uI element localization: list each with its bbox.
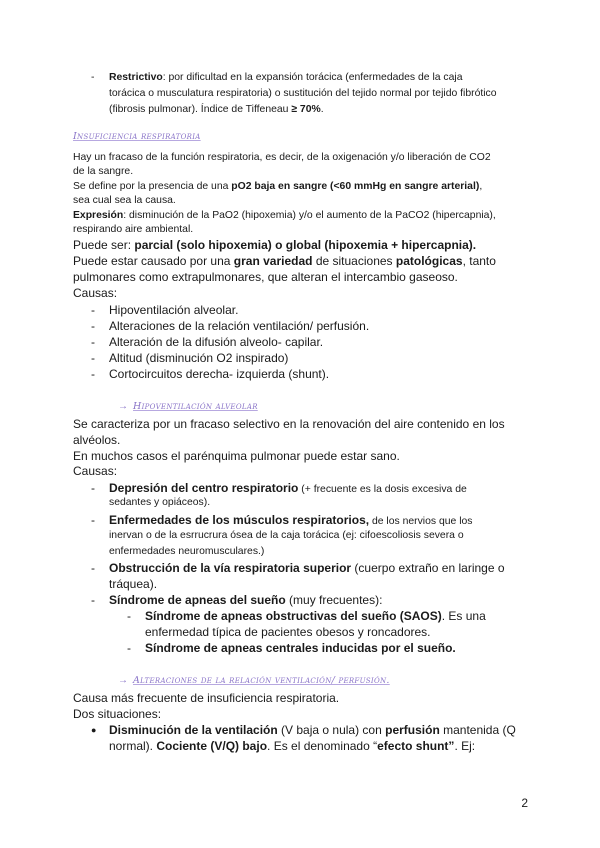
hipo-causas-label: Causas: [73,464,118,478]
sub-list-item: Síndrome de apneas obstructivas del sueño (SAOS). Es una [145,609,486,623]
list-item-continued: normal). Cociente (V/Q) bajo. Es el denominado “efecto shunt”. Ej: [109,739,476,753]
list-item-continued: enfermedades neuromusculares.) [109,546,265,557]
restrictivo-line-1: Restrictivo: por dificultad en la expansión torácica (enfermedades de la caja [109,72,463,83]
list-item: Obstrucción de la vía respiratoria superior (cuerpo extraño en laringe o [109,561,505,575]
hipo-paragraph-1b: alvéolos. [73,433,121,447]
list-dash: - [91,593,95,607]
insuf-paragraph-5b: pulmonares como extrapulmonares, que alteran el intercambio gaseoso. [73,270,458,284]
list-item: Cortocircuitos derecha- izquierda (shunt). [109,367,330,381]
insuf-paragraph-5a: Puede estar causado por una gran variedad de situaciones patológicas, tanto [73,254,496,268]
list-item-continued: sedantes y opiáceos). [109,497,211,508]
list-item: Hipoventilación alveolar. [109,303,239,317]
list-dash: - [127,641,131,655]
insuf-paragraph-2a: Se define por la presencia de una pO2 baja en sangre (<60 mmHg en sangre arterial), [73,181,483,192]
insuf-paragraph-1b: de la sangre. [73,166,134,177]
hipo-paragraph-1a: Se caracteriza por un fracaso selectivo en la renovación del aire contenido en los [73,417,505,431]
insuf-paragraph-3b: respirando aire ambiental. [73,224,194,235]
list-item: Disminución de la ventilación (V baja o nula) con perfusión mantenida (Q [109,723,516,737]
list-dash: - [91,481,95,495]
page-number: 2 [521,796,528,810]
list-item-continued: inervan o de la esrrucrura ósea de la caja torácica (ej: cifoescoliosis severa o [109,530,464,541]
list-dash: - [91,319,95,333]
insuf-paragraph-1a: Hay un fracaso de la función respiratoria, es decir, de la oxigenación y/o liberación de CO2 [73,152,491,163]
insuf-paragraph-2b: sea cual sea la causa. [73,195,176,206]
list-item: Alteración de la difusión alveolo- capilar. [109,335,324,349]
restrictivo-term: Restrictivo [109,72,163,83]
list-dash: - [91,72,95,83]
list-dash: - [127,609,131,623]
restrictivo-line-2: torácica o musculatura respiratoria) o sustitución del tejido normal por tejido fibrótico [109,88,497,99]
restrictivo-line-3: (fibrosis pulmonar). Índice de Tiffeneau ≥ 70%. [109,104,324,115]
sub-list-item-continued: enfermedad típica de pacientes obesos y roncadores. [145,625,431,639]
list-item: Depresión del centro respiratorio (+ frecuente es la dosis excesiva de [109,481,467,495]
list-dash: - [91,351,95,365]
list-dash: - [91,335,95,349]
list-item: Altitud (disminución O2 inspirado) [109,351,289,365]
arrow-right-icon: → [118,675,128,686]
list-dash: - [91,367,95,381]
list-item-continued: tráquea). [109,577,158,591]
alter-paragraph-1: Causa más frecuente de insuficiencia respiratoria. [73,691,340,705]
alter-paragraph-2: Dos situaciones: [73,707,162,721]
list-dash: - [91,561,95,575]
list-dash: - [91,513,95,527]
list-dash: - [91,303,95,317]
insuf-paragraph-4: Puede ser: parcial (solo hipoxemia) o global (hipoxemia + hipercapnia). [73,238,477,252]
subheading-hipoventilacion: → Hipoventilación alveolar [118,401,258,412]
hipo-paragraph-2: En muchos casos el parénquima pulmonar puede estar sano. [73,449,400,463]
insuf-paragraph-3a: Expresión: disminución de la PaO2 (hipoxemia) y/o el aumento de la PaCO2 (hipercapnia), [73,210,496,221]
sub-list-item: Síndrome de apneas centrales inducidas por el sueño. [145,641,456,655]
subheading-alteraciones: → Alteraciones de la relación ventilación/ perfusión. [118,675,390,686]
list-item: Síndrome de apneas del sueño (muy frecuentes): [109,593,383,607]
insuf-causas-label: Causas: [73,286,118,300]
arrow-right-icon: → [118,401,128,412]
list-item: Enfermedades de los músculos respiratorios, de los nervios que los [109,513,473,527]
list-item: Alteraciones de la relación ventilación/ perfusión. [109,319,370,333]
section-heading-insuficiencia: Insuficiencia respiratoria [73,131,201,142]
bullet-icon: ● [91,725,97,735]
